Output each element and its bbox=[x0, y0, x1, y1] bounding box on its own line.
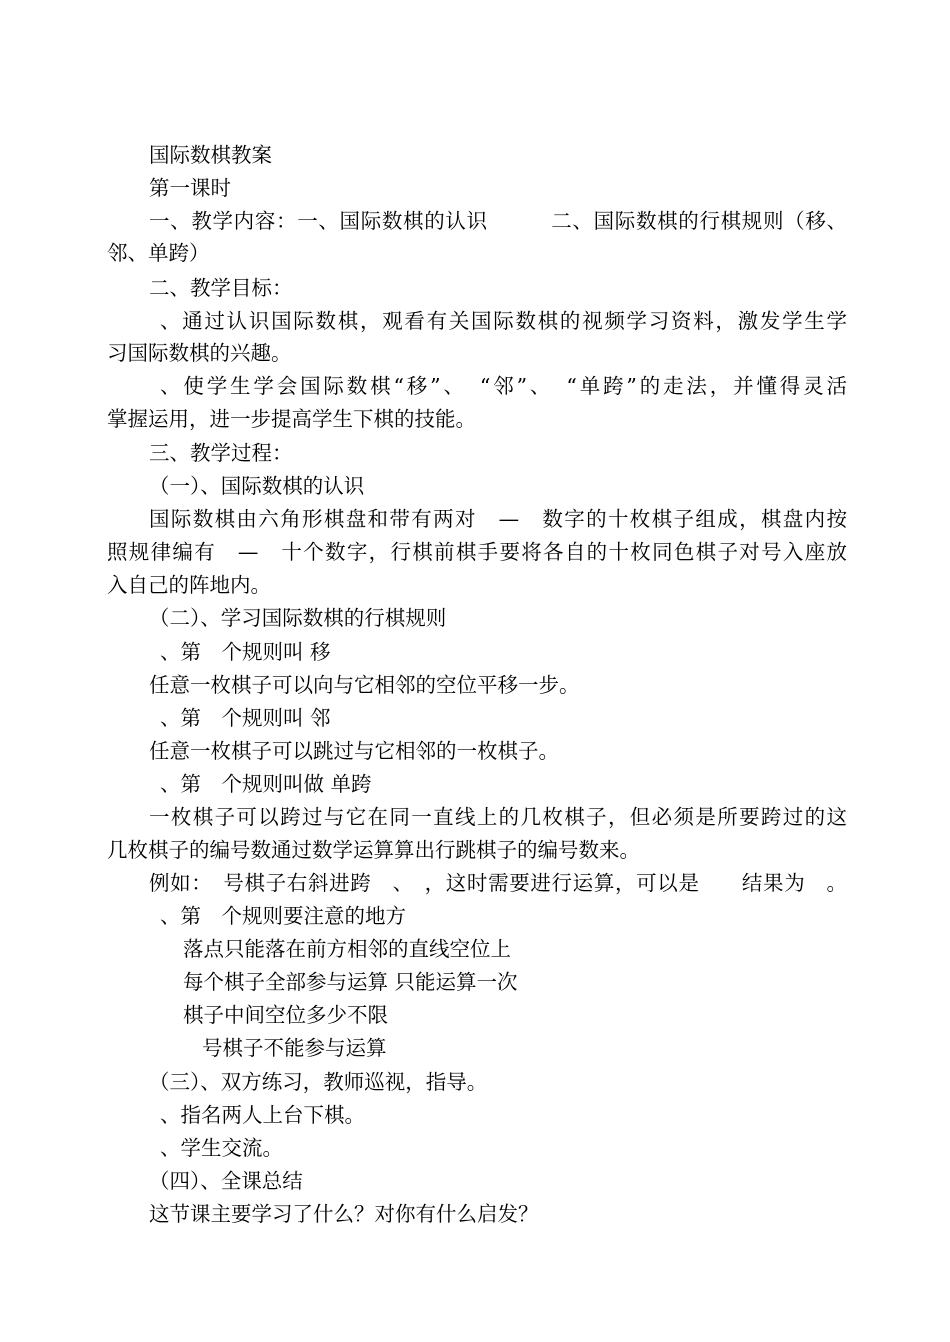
rule-4-point-3: 棋子中间空位多少不限 bbox=[183, 1003, 388, 1027]
rule-2-heading: 、第 个规则叫 邻 bbox=[160, 706, 331, 730]
section-3-item-1: 、指名两人上台下棋。 bbox=[160, 1103, 365, 1127]
section-3-item-2: 、学生交流。 bbox=[160, 1136, 283, 1160]
summary-question: 这节课主要学习了什么？对你有什么启发？ bbox=[149, 1202, 539, 1226]
rule-3-text-continued: 几枚棋子的编号数通过数学运算算出行跳棋子的编号数来。 bbox=[107, 838, 640, 862]
rule-4-point-4: 号棋子不能参与运算 bbox=[202, 1036, 387, 1060]
objective-2-continued: 掌握运用，进一步提高学生下棋的技能。 bbox=[107, 407, 476, 431]
rule-4-heading: 、第 个规则要注意的地方 bbox=[160, 904, 406, 928]
rule-1-heading: 、第 个规则叫 移 bbox=[160, 640, 331, 664]
section-1-paragraph-line-2: 照规律编有 — 十个数字，行棋前棋手要将各自的十枚同色棋子对号入座放 bbox=[107, 540, 847, 564]
document-title: 国际数棋教案 bbox=[149, 143, 272, 167]
lesson-heading: 第一课时 bbox=[149, 176, 231, 200]
rule-3-text: 一枚棋子可以跨过与它在同一直线上的几枚棋子，但必须是所要跨过的这 bbox=[149, 805, 847, 829]
rule-4-point-1: 落点只能落在前方相邻的直线空位上 bbox=[183, 937, 511, 961]
rule-4-point-2: 每个棋子全部参与运算 只能运算一次 bbox=[183, 970, 518, 994]
rule-3-example: 例如： 号棋子右斜进跨 、 ，这时需要进行运算，可以是 结果为 。 bbox=[149, 871, 847, 895]
content-heading-continued: 邻、单跨） bbox=[107, 241, 210, 265]
rule-1-text: 任意一枚棋子可以向与它相邻的空位平移一步。 bbox=[149, 673, 580, 697]
section-4-heading: （四）、全课总结 bbox=[149, 1169, 303, 1193]
process-heading: 三、教学过程： bbox=[149, 441, 293, 465]
rule-3-heading: 、第 个规则叫做 单跨 bbox=[160, 772, 372, 796]
objective-2: 、使学生学会国际数棋“移”、 “邻”、 “单跨”的走法，并懂得灵活 bbox=[160, 374, 847, 398]
section-1-paragraph: 国际数棋由六角形棋盘和带有两对 — 数字的十枚棋子组成，棋盘内按 bbox=[149, 507, 847, 531]
content-heading: 一、教学内容：一、国际数棋的认识 二、国际数棋的行棋规则（移、 bbox=[149, 209, 847, 233]
section-2-heading: （二）、学习国际数棋的行棋规则 bbox=[149, 606, 447, 630]
objective-1-continued: 习国际数棋的兴趣。 bbox=[107, 341, 292, 365]
rule-2-text: 任意一枚棋子可以跳过与它相邻的一枚棋子。 bbox=[149, 739, 559, 763]
objectives-heading: 二、教学目标： bbox=[149, 276, 293, 300]
section-3-heading: （三）、双方练习，教师巡视，指导。 bbox=[149, 1070, 488, 1094]
section-1-heading: （一）、国际数棋的认识 bbox=[149, 474, 365, 498]
objective-1: 、通过认识国际数棋，观看有关国际数棋的视频学习资料，激发学生学 bbox=[160, 309, 847, 333]
section-1-paragraph-line-3: 入自己的阵地内。 bbox=[107, 573, 271, 597]
